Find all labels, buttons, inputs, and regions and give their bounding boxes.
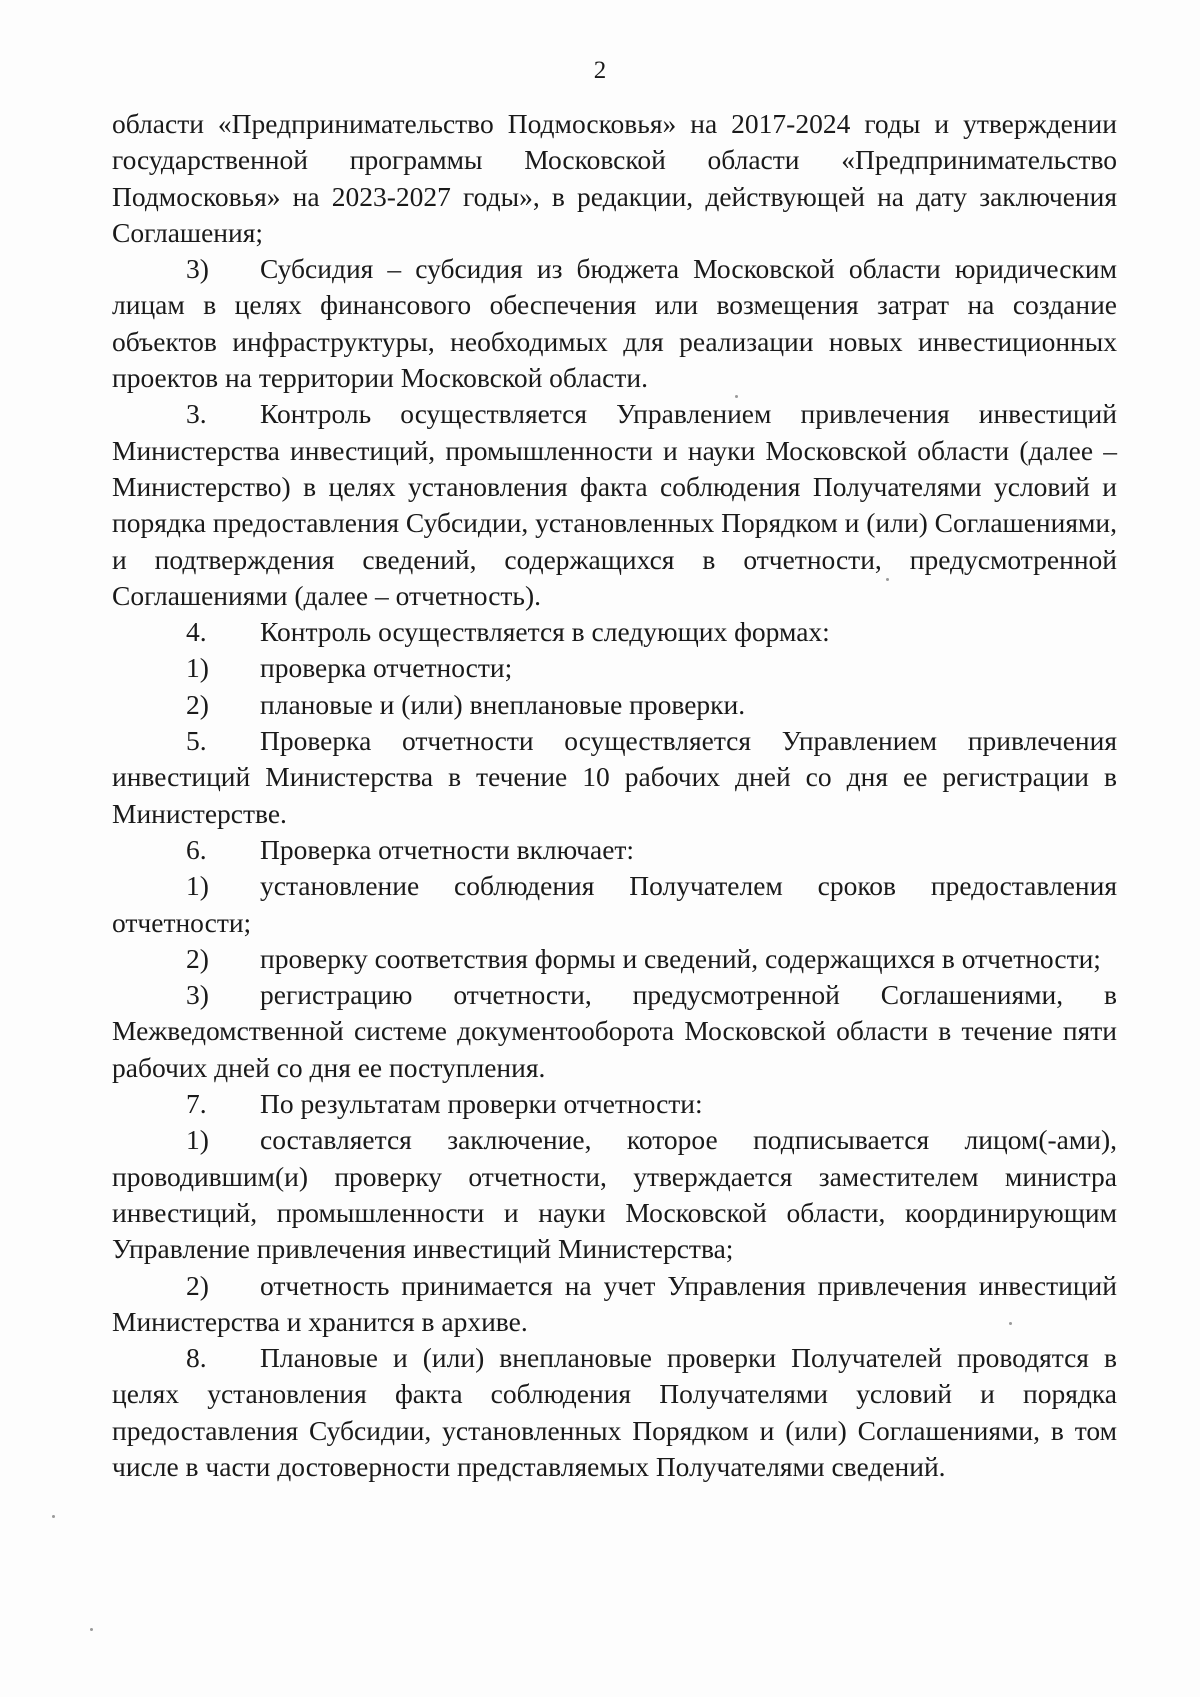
- clause-4: [112, 614, 1117, 650]
- item-number: 1): [186, 870, 209, 902]
- clause-7: [112, 1086, 1117, 1122]
- item-number: 1): [186, 652, 209, 684]
- clause-6-item-2: [112, 941, 1117, 977]
- scan-speck: [1009, 1322, 1012, 1325]
- paragraph-text: регистрацию отчетности, предусмотренной Соглашениями, в Межведомственной системе документооборота Московской области в течение пяти рабочих дней со дня ее поступления.: [112, 979, 1117, 1083]
- paragraph-text: Плановые и (или) внеплановые проверки Получателей проводятся в целях установления факта соблюдения Получателями условий и порядка предоставления Субсидии, установленных Порядком и (или) Соглашениями, в том числе в части достоверности представляемых Получателями сведений.: [112, 1342, 1117, 1482]
- item-number: 2): [186, 688, 209, 720]
- paragraph-text: проверку соответствия формы и сведений, содержащихся в отчетности;: [260, 942, 1101, 974]
- document-body: [112, 106, 1117, 1485]
- scan-speck: [90, 1628, 93, 1631]
- paragraph-text: Контроль осуществляется Управлением привлечения инвестиций Министерства инвестиций, промышленности и науки Московской области (далее – Министерство) в целях установления факта соблюдения Получателями условий и порядка предоставления Субсидии, установленных Порядком и (или) Соглашениями, и подтверждения сведений, содержащихся в отчетности, предусмотренной Соглашениями (далее – отчетность).: [112, 398, 1117, 611]
- paragraph-text: отчетность принимается на учет Управления привлечения инвестиций Министерства и хранится в архиве.: [112, 1269, 1117, 1337]
- scan-speck: [886, 578, 889, 581]
- clause-4-item-1: [112, 650, 1117, 686]
- scan-speck: [52, 1515, 55, 1518]
- paragraph-text: установление соблюдения Получателем сроков предоставления отчетности;: [112, 870, 1117, 938]
- item-number: 3.: [186, 398, 207, 430]
- clause-3: [112, 396, 1117, 614]
- item-number: 7.: [186, 1088, 207, 1120]
- item-number: 4.: [186, 616, 207, 648]
- paragraph-text: области «Предпринимательство Подмосковья» на 2017-2024 годы и утверждении государственной программы Московской области «Предпринимательство Подмосковья» на 2023-2027 годы», в редакции, действующей на дату заключения Соглашения;: [112, 108, 1117, 248]
- item-number: 6.: [186, 833, 207, 865]
- paragraph-text: Субсидия – субсидия из бюджета Московской области юридическим лицам в целях финансового обеспечения или возмещения затрат на создание объектов инфраструктуры, необходимых для реализации новых инвестиционных проектов на территории Московской области.: [112, 253, 1117, 394]
- clause-6-item-1: [112, 868, 1117, 941]
- paragraph-continuation: [112, 106, 1117, 251]
- item-number: 2): [186, 942, 209, 974]
- paragraph-text: Контроль осуществляется в следующих формах:: [260, 616, 830, 648]
- clause-7-item-2: [112, 1268, 1117, 1341]
- clause-5: [112, 723, 1117, 832]
- paragraph-text: Проверка отчетности осуществляется Управлением привлечения инвестиций Министерства в течение 10 рабочих дней со дня ее регистрации в Министерстве.: [112, 725, 1117, 829]
- item-number: 3): [186, 979, 209, 1011]
- item-number: 5.: [186, 725, 207, 757]
- list-item-subsidy-definition: [112, 251, 1117, 396]
- paragraph-text: составляется заключение, которое подписывается лицом(-ами), проводившим(и) проверку отчетности, утверждается заместителем министра инвестиций, промышленности и науки Московской области, координирующим Управление привлечения инвестиций Министерства;: [112, 1124, 1117, 1265]
- item-number: 3): [186, 253, 209, 285]
- paragraph-text: проверка отчетности;: [260, 652, 513, 684]
- item-number: 8.: [186, 1342, 207, 1374]
- clause-4-item-2: [112, 687, 1117, 723]
- paragraph-text: По результатам проверки отчетности:: [260, 1088, 703, 1120]
- page-number: 2: [593, 57, 607, 84]
- paragraph-text: плановые и (или) внеплановые проверки.: [260, 688, 746, 720]
- paragraph-text: Проверка отчетности включает:: [260, 833, 635, 865]
- clause-7-item-1: [112, 1122, 1117, 1267]
- clause-6: [112, 832, 1117, 868]
- item-number: 2): [186, 1269, 209, 1301]
- item-number: 1): [186, 1124, 209, 1156]
- clause-8: [112, 1340, 1117, 1485]
- scan-speck: [735, 395, 738, 398]
- clause-6-item-3: [112, 977, 1117, 1086]
